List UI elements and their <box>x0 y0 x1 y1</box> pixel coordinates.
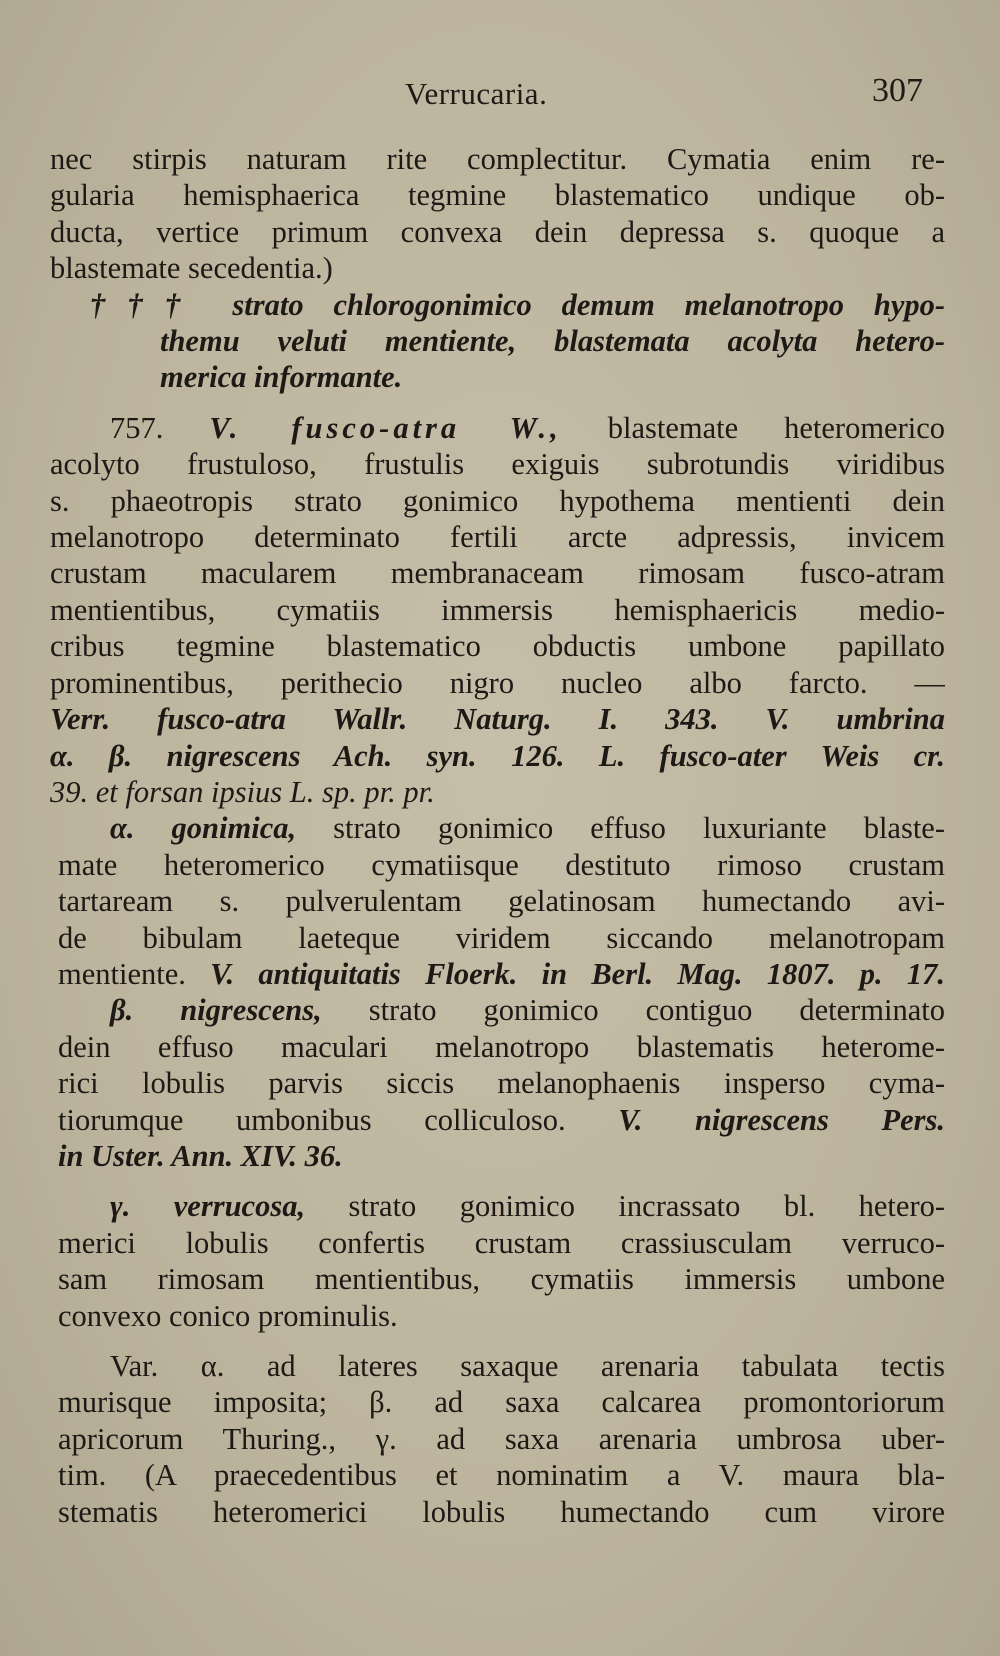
text-line: tartaream s. pulverulentam gelatinosam humectando avi- <box>58 884 945 919</box>
variety-text: strato gonimico incrassato bl. hetero- <box>348 1189 945 1224</box>
variety-label: γ. verrucosa, <box>110 1189 306 1224</box>
section-line <box>50 287 945 323</box>
variety-alpha <box>50 810 945 992</box>
text-line: mate heteromerico cymatiisque destituto rimoso crustam <box>58 847 945 882</box>
synonym-line: Verr. fusco-atra Wallr. Naturg. I. 343. V. umbrina <box>50 702 945 737</box>
variety-first-line <box>50 1188 945 1224</box>
text-line: crustam macularem membranaceam rimosam fusco-atram <box>50 556 945 591</box>
variety-label: α. gonimica, <box>110 811 297 846</box>
text-line: tim. (A praecedentibus et nominatim a V. maura bla- <box>58 1458 945 1493</box>
text-line: rici lobulis parvis siccis melanophaenis insperso cyma- <box>58 1066 945 1101</box>
text-line: dein effuso maculari melanotropo blastematis heterome- <box>58 1029 945 1064</box>
text-line: prominentibus, perithecio nigro nucleo albo farcto. — <box>50 665 945 700</box>
spacer <box>50 1174 945 1188</box>
synonym-line: α. β. nigrescens Ach. syn. 126. L. fusco-ater Weis cr. <box>50 738 945 773</box>
spacer <box>50 1334 945 1348</box>
synonym-line: 39. et forsan ipsius L. sp. pr. pr. <box>50 774 435 809</box>
reference: V. antiquitatis Floerk. in Berl. Mag. 1807. p. 17. <box>210 956 945 991</box>
variety-first-line <box>50 810 945 846</box>
variety-first-line <box>50 992 945 1028</box>
reference-line: in Uster. Ann. XIV. 36. <box>58 1138 343 1173</box>
body-text <box>50 141 945 1530</box>
page-header <box>0 72 1000 122</box>
section-line: themu veluti mentiente, blastemata acolyta hetero- <box>160 324 945 359</box>
text-line: nec stirpis naturam rite complectitur. Cymatia enim re- <box>50 142 945 176</box>
variety-text: strato gonimico contiguo determinato <box>368 993 945 1028</box>
spacer <box>50 396 945 410</box>
text-line: sam rimosam mentientibus, cymatiis immersis umbone <box>58 1262 945 1297</box>
text-line: s. phaeotropis strato gonimico hypothema mentienti dein <box>50 483 945 518</box>
text-line: blastemate secedentia.) <box>50 251 333 286</box>
section-line: merica informante. <box>160 360 403 395</box>
text-plain: mentiente. <box>58 956 186 991</box>
variety-beta <box>50 992 945 1174</box>
text-line: convexo conico prominulis. <box>58 1298 398 1333</box>
species-name: V. fusco-atra W., <box>209 410 562 445</box>
text-line: de bibulam laeteque viridem siccando melanotropam <box>58 920 945 955</box>
text-line: murisque imposita; β. ad saxa calcarea promontoriorum <box>58 1385 945 1420</box>
page-number: 307 <box>872 72 923 109</box>
text-line: stematis heteromerici lobulis humectando cum virore <box>58 1494 945 1529</box>
section-text: strato chlorogonimico demum melanotropo hypo- <box>232 287 945 322</box>
text-plain: tiorumque umbonibus colliculoso. <box>58 1102 566 1137</box>
variety-label: β. nigrescens, <box>110 993 322 1028</box>
text-line: Var. α. ad lateres saxaque arenaria tabulata tectis <box>110 1349 945 1383</box>
text-line: ducta, vertice primum convexa dein depressa s. quoque a <box>50 214 945 249</box>
variety-gamma <box>50 1188 945 1334</box>
text-line: mentientibus, cymatiis immersis hemisphaericis medio- <box>50 592 945 627</box>
variety-ref-line <box>50 1102 945 1138</box>
text-line: cribus tegmine blastematico obductis umbone papillato <box>50 629 945 664</box>
habitat-paragraph <box>50 1348 945 1530</box>
species-first-line <box>50 410 945 446</box>
species-number: 757. <box>110 410 164 445</box>
intro-paragraph <box>50 141 945 287</box>
species-entry <box>50 410 945 810</box>
text-line: gularia hemisphaerica tegmine blastematico undique ob- <box>50 178 945 213</box>
species-text: blastemate heteromerico <box>607 410 945 445</box>
section-heading <box>50 287 945 396</box>
variety-text: strato gonimico effuso luxuriante blaste- <box>333 811 945 846</box>
running-title: Verrucaria. <box>405 76 548 111</box>
variety-ref-line <box>50 956 945 992</box>
text-line: merici lobulis confertis crustam crassiusculam verruco- <box>58 1225 945 1260</box>
reference: V. nigrescens Pers. <box>618 1102 945 1137</box>
dagger-marker: ††† <box>90 287 203 322</box>
text-line: melanotropo determinato fertili arcte adpressis, invicem <box>50 520 945 555</box>
text-line: acolyto frustuloso, frustulis exiguis subrotundis viridibus <box>50 447 945 482</box>
text-line: apricorum Thuring., γ. ad saxa arenaria umbrosa uber- <box>58 1421 945 1456</box>
